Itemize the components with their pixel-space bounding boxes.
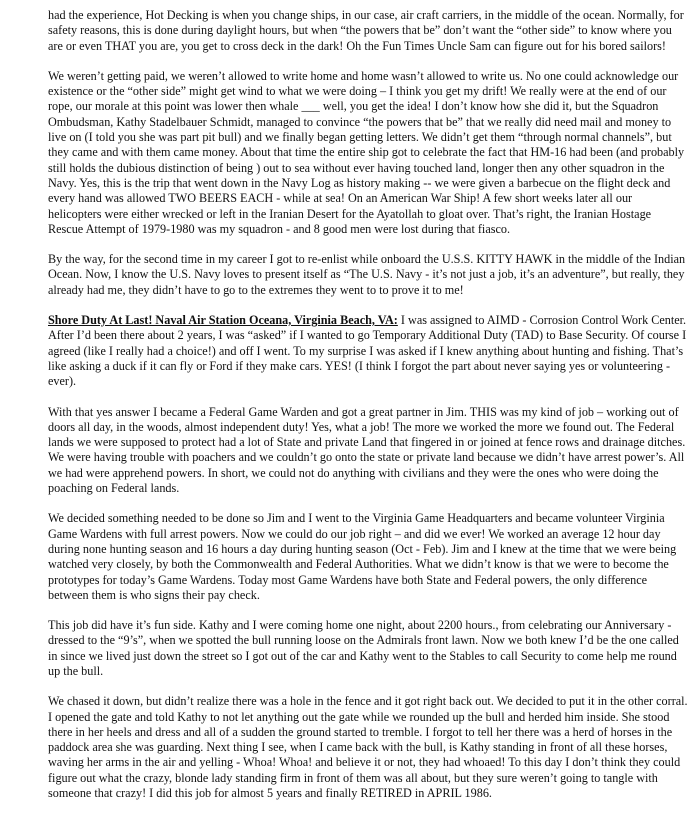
paragraph-bull-chase [48,694,688,801]
paragraph-text: We chased it down, but didn’t realize there was a hole in the fence and it got right back out. We decided to put it in the other corral. I opened the gate and told Kathy to not let anything out the gate while we rounded up the bull and herded him inside. She stood there in her heels and dress and all of a sudden the ground started to tremble. I forgot to tell her there was a herd of horses in the paddock area she was guarding. Next thing I see, when I came back with the bull, is Kathy standing in front of all these horses, waving her arms in the air and yelling - Whoa! Whoa! and believe it or not, they had whoaed! To this day I don’t think they could figure out what the crazy, blonde lady standing firm in front of them was all about, but they sure weren’t going to tangle with someone that crazy! I did this job for almost 5 years and finally RETIRED in APRIL 1986. [48,694,688,801]
section-heading: Shore Duty At Last! Naval Air Station Oceana, Virginia Beach, VA: [48,313,398,328]
paragraph-text: We decided something needed to be done so Jim and I went to the Virginia Game Headquarters and became volunteer Virginia Game Wardens with full arrest powers. Now we could do our job right – and did we ever! We worked an average 12 hour day during none hunting season and 16 hours a day during hunting season (Oct - Feb). Jim and I knew at the time that we were being watched very closely, by both the Commonwealth and Federal Authorities. What we didn’t know is that we were to become the prototypes for today’s Game Wardens. Today most Game Wardens have both State and Federal powers, the only difference between them is who signs their pay check. [48,511,677,602]
paragraph-text: This job did have it’s fun side. Kathy and I were coming home one night, about 2200 hours., from celebrating our Anniversary - dressed to the “9’s”, when we spotted the bull running loose on the Admirals front lawn. Now we both knew I’d be the one called in since we lived just down the street so I got out of the car and Kathy went to the Stables to call Security to come help me round up the bull. [48,618,679,678]
paragraph-hot-decking [48,8,688,54]
paragraph-text: I was assigned to AIMD - Corrosion Control Work Center. After I’d been there about 2 years, I was “asked” if I wanted to go Temporary Additional Duty (TAD) to Base Security. Of course I agreed (like I really had a choice!) and off I went. To my surprise I was asked if I knew anything about hunting and fishing. That’s like asking a duck if it can fly or Ford if they make cars. YES! (I think I forgot the part about never saying yes or volunteering - ever). [48,313,687,389]
paragraph-text: With that yes answer I became a Federal Game Warden and got a great partner in Jim. THIS was my kind of job – working out of doors all day, in the woods, almost independent duty! Yes, what a job! The more we worked the more we found out. The Federal lands we were supposed to protect had a lot of State and private Land that fingered in or joined at fence rows and drainage ditches. We were having trouble with poachers and we couldn’t go onto the state or private land because we didn’t have arrest power’s. All we had were apprehend powers. In short, we could not do anything with civilians and they were the ones who were doing the poaching on Federal lands. [48,404,686,496]
document-page [48,8,688,816]
paragraph-fun-side [48,618,688,679]
paragraph-text: By the way, for the second time in my career I got to re-enlist while onboard the U.S.S. KITTY HAWK in the middle of the Indian Ocean. Now, I know the U.S. Navy loves to present itself as “The U.S. Navy - it’s not just a job, it’s an adventure”, but really, they already had me, they didn’t have to go to the extremes they went to to prove it to me! [48,252,686,297]
paragraph-text: had the experience, Hot Decking is when you change ships, in our case, air craft carriers, in the middle of the ocean. Normally, for safety reasons, this is done during daylight hours, but when “the powers that be” don’t want the “other side” to know where you are or even THAT you are, you get to cross deck in the dark! Oh the Fun Times Uncle Sam can figure out for his bored sailors! [48,8,684,53]
paragraph-text: We weren’t getting paid, we weren’t allowed to write home and home wasn’t allowed to write us. No one could acknowledge our existence or the “other side” might get wind to what we were doing – I think you get my drift! We really were at the end of our rope, our morale at this point was lower then whale ___ well, you get the idea! I don’t know how she did it, but the Squadron Ombudsman, Kathy Stadelbauer Schmidt, managed to convince “the powers that be” that we really did need mail and money to live on (I told you she was part pit bull) and we finally began getting letters. We didn’t get them “through normal channels”, but they came and with them came money. About that time the entire ship got to celebrate the fact that HM-16 had been (and probably still holds the dubious distinction of being ) out to sea without ever having touched land, longer then any other squadron in the Navy. Yes, this is the trip that went down in the Navy Log as history making -- we were given a barbecue on the flight deck and every hand was allowed TWO BEERS EACH - while at sea! On an American War Ship! A few short weeks later all our helicopters were either wrecked or left in the Iranian Desert for the Ayatollah to gloat over. That’s right, the Iranian Hostage Rescue Attempt of 1979-1980 was my squadron - and 8 good men were lost during that fiasco. [48,68,685,236]
paragraph-game-warden [48,405,688,497]
paragraph-no-pay [48,69,688,237]
paragraph-shore-duty [48,313,688,389]
paragraph-reenlist [48,252,688,298]
paragraph-virginia-wardens [48,511,688,603]
